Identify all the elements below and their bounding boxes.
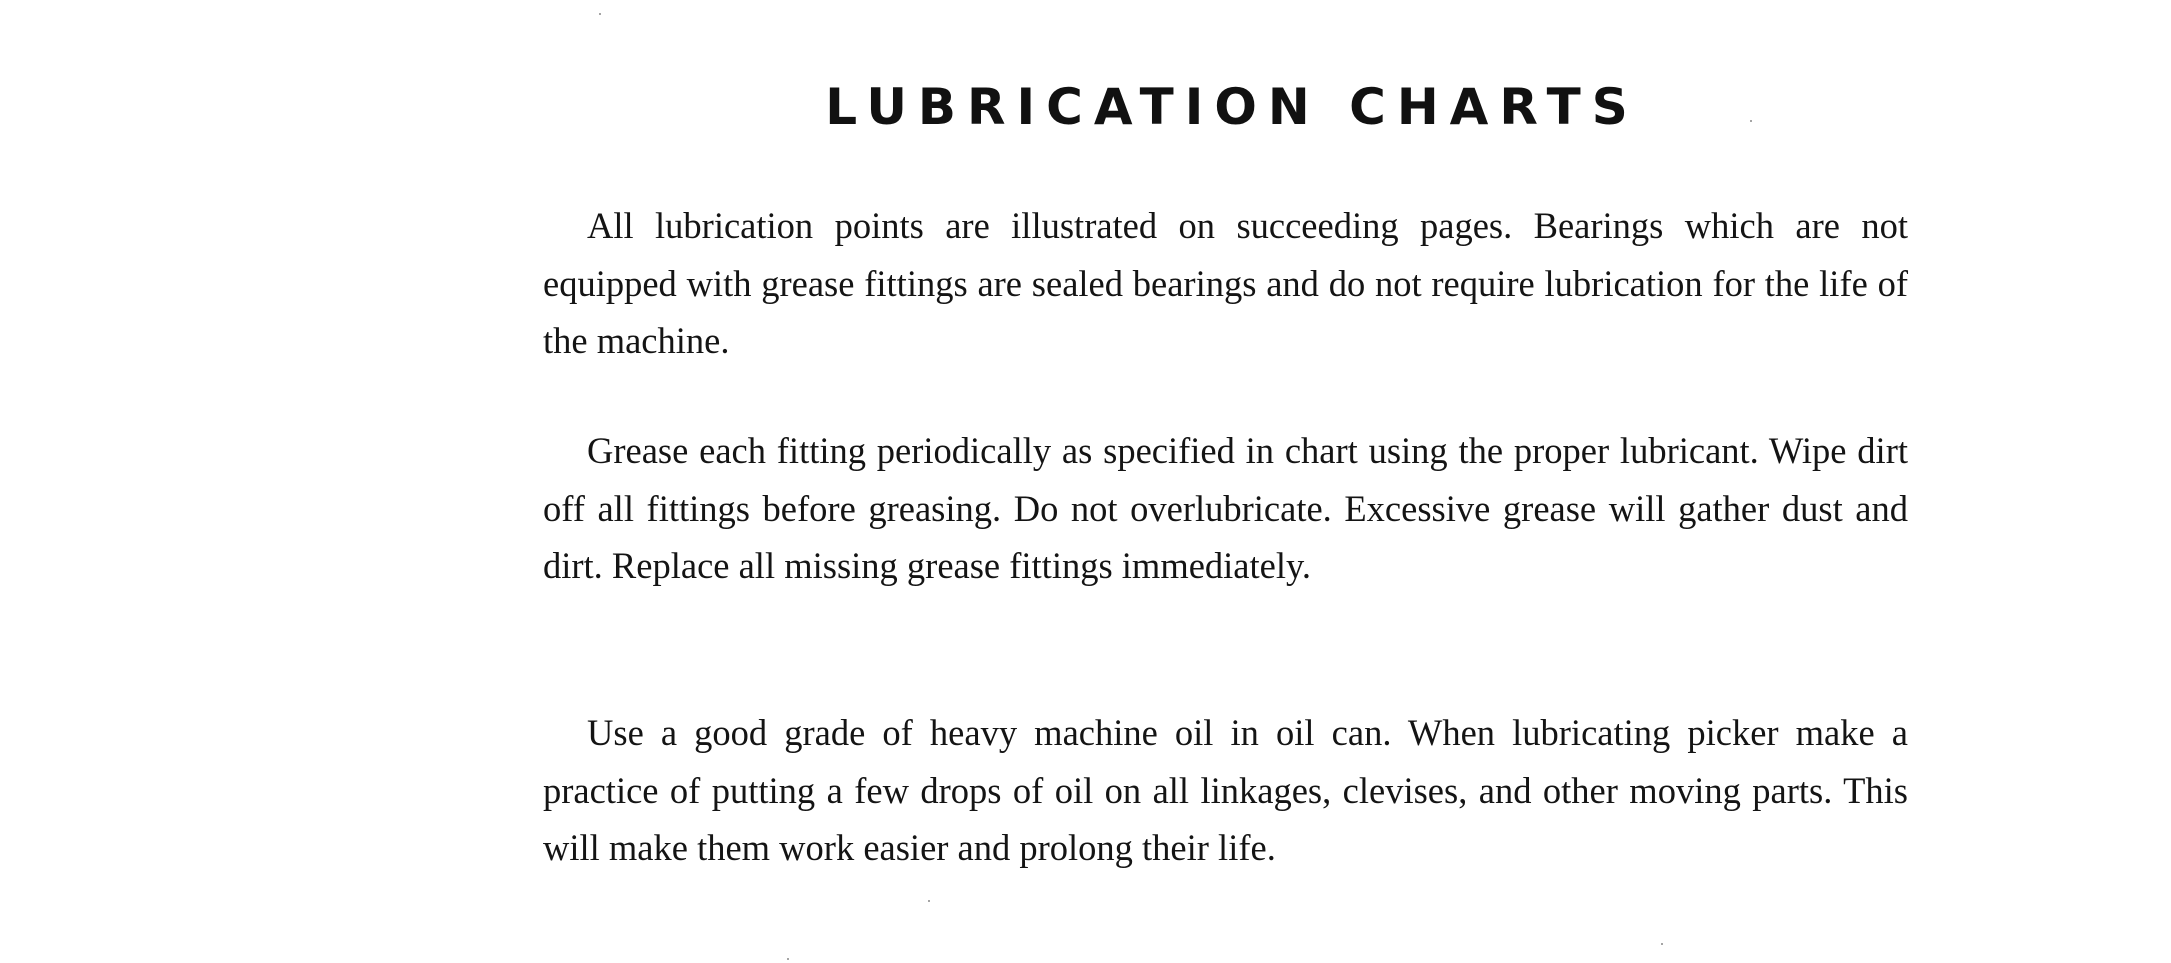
page-title: LUBRICATION CHARTS (825, 78, 1639, 136)
scan-speck (599, 13, 601, 15)
paragraph-machine-oil (543, 704, 1908, 877)
paragraph-lubrication-points (543, 197, 1908, 370)
scan-speck (1750, 120, 1752, 122)
paragraph-text: Grease each fitting periodically as specified in chart using the proper lubricant. Wipe dirt off all fittings before greasing. Do not overlubricate. Excessive grease will gather dust and dirt. Replace all missing grease fittings immediately. (543, 430, 1908, 586)
paragraph-grease-fittings (543, 422, 1908, 595)
scan-speck (787, 958, 789, 960)
scan-speck (1661, 943, 1663, 945)
scan-speck (928, 900, 930, 902)
paragraph-text: All lubrication points are illustrated on succeeding pages. Bearings which are not equipped with grease fittings are sealed bearings and do not require lubrication for the life of the machine. (543, 205, 1908, 361)
paragraph-text: Use a good grade of heavy machine oil in oil can. When lubricating picker make a practice of putting a few drops of oil on all linkages, clevises, and other moving parts. This will make them work easier and prolong their life. (543, 712, 1908, 868)
